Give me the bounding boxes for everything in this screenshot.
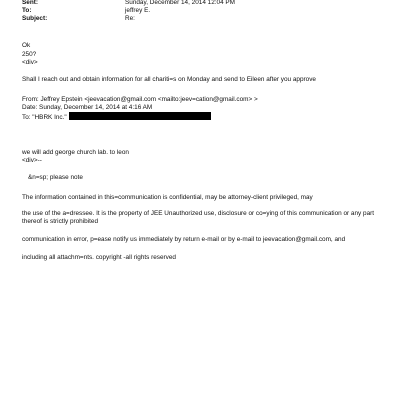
body-line-george: we will add george church lab. to leon [22,149,129,156]
quoted-from-line: From: Jeffrey Epstein <jeevacation@gmail.com <mailto:jeev=cation@gmail.com> > [22,96,258,103]
redaction-bar [69,112,211,120]
body-line-div: <div> [22,59,38,66]
body-line-nbsp: &n=sp; please note [28,174,83,181]
body-line-ok: Ok [22,42,31,49]
body-line-shall: Shall I reach out and obtain information for all chariti=s on Monday and send to Eileen after you approve [22,76,316,83]
sent-label: Sent: [22,0,38,6]
para-communication: communication in error, p=ease notify us immediately by return e-mail or by e-mail to jeevacation@gmail.com, and [22,236,346,243]
to-label: To: [22,7,32,14]
quoted-to-line [22,112,211,122]
para-confidential: The information contained in this=communication is confidential, may be attorney-client privileged, may [22,194,313,201]
subject-row [22,15,135,23]
subject-value: Re: [125,15,135,22]
para-including: including all attachm=nts. copyright -all rights reserved [22,254,176,261]
sent-row [22,0,235,7]
body-line-250: 250? [22,51,37,58]
subject-label: Subject: [22,15,48,22]
body-line-divdash: <div>-- [22,157,42,164]
sent-value: Sunday, December 14, 2014 12:04 PM [125,0,236,6]
quoted-to-text: To: "HBRK Inc." [22,114,67,121]
to-value: jeffrey E. [125,7,151,14]
quoted-date-line: Date: Sunday, December 14, 2014 at 4:16 AM [22,104,153,111]
para-use: the use of the a=dressee. It is the property of JEE Unauthorized use, disclosure or co=ying of this communication or any part thereof is strictly prohibited [22,210,375,226]
to-row [22,7,150,15]
